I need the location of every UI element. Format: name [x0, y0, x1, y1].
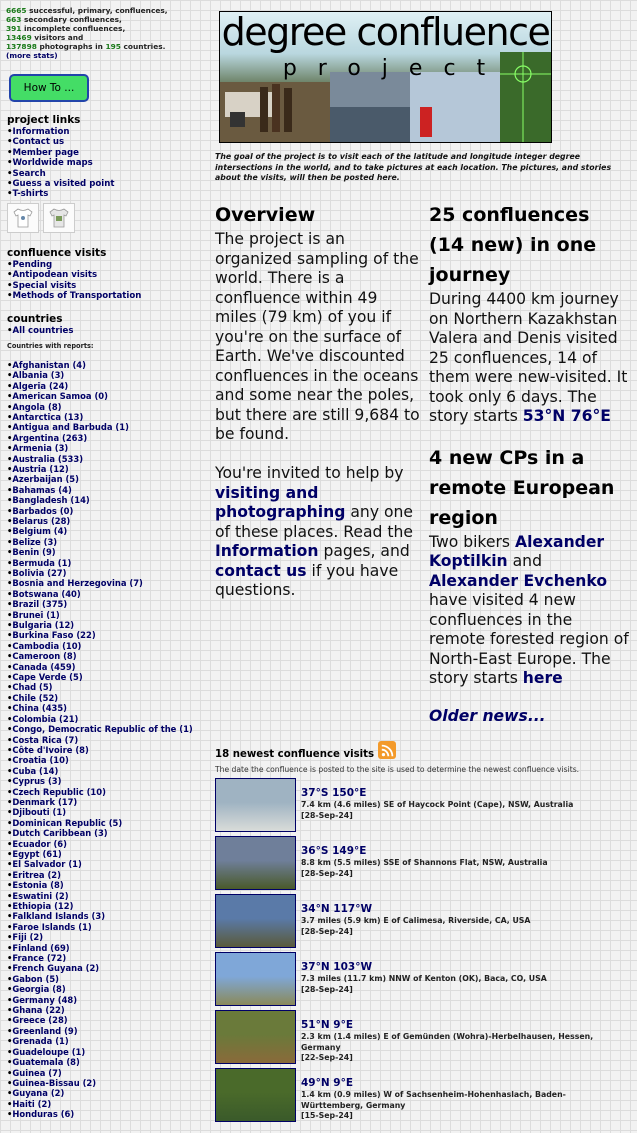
rss-feed-icon[interactable]: [378, 741, 396, 759]
banner-subtitle: project: [282, 56, 507, 81]
country-link-fiji-2[interactable]: • Fiji (2): [7, 932, 206, 942]
confluence-visits-list: [6, 260, 206, 302]
country-link-el-salvador-1[interactable]: • El Salvador (1): [7, 859, 206, 869]
visit-info: [301, 1068, 625, 1126]
overview-section: [215, 200, 420, 601]
country-link-djibouti-1[interactable]: • Djibouti (1): [7, 807, 206, 817]
country-link-costa-rica-7[interactable]: • Costa Rica (7): [7, 735, 206, 745]
country-link-armenia-3[interactable]: • Armenia (3): [7, 443, 206, 453]
country-link-china-435[interactable]: • China (435): [7, 703, 206, 713]
visit-info: [301, 836, 548, 894]
visit-row: [215, 1068, 625, 1126]
country-link-guatemala-8[interactable]: • Guatemala (8): [7, 1057, 206, 1067]
news-heading-2: 4 new CPs in a remote European region: [429, 446, 615, 529]
country-link-azerbaijan-5[interactable]: • Azerbaijan (5): [7, 474, 206, 484]
country-link-algeria-24[interactable]: • Algeria (24): [7, 381, 206, 391]
news-1-text: During 4400 km journey on Northern Kazakhstan Valera and Denis visited 25 confluences, 14 of them were new-visited. It took only 6 days. The story starts: [429, 290, 628, 425]
visit-coordinates-link[interactable]: 34°N 117°W: [301, 903, 373, 915]
country-link-ecuador-6[interactable]: • Ecuador (6): [7, 839, 206, 849]
koptilkin-link[interactable]: Alexander Koptilkin: [429, 532, 605, 570]
project-goal-text: The goal of the project is to visit each of the latitude and longitude integer degree intersections in the world, and to take pictures at each location. The pictures, and stories about the visits, will then be posted here.: [215, 152, 612, 182]
country-link-belarus-28[interactable]: • Belarus (28): [7, 516, 206, 526]
all-countries-link[interactable]: • All countries: [7, 326, 206, 336]
project-links-heading: project links: [7, 114, 81, 126]
country-link-cyprus-3[interactable]: • Cyprus (3): [7, 776, 206, 786]
invite-paragraph: [215, 464, 420, 601]
country-link-guinea-7[interactable]: • Guinea (7): [7, 1068, 206, 1078]
visit-info: [301, 952, 547, 1010]
stat-secondary: 663: [6, 15, 22, 24]
visit-date: [15-Sep-24]: [301, 1111, 353, 1120]
news-paragraph-1: [429, 290, 629, 427]
visit-info: [301, 1010, 625, 1068]
country-link-cameroon-8[interactable]: • Cameroon (8): [7, 651, 206, 661]
invite-text-d: if you have questions.: [215, 561, 399, 599]
news-2-text-a: Two bikers: [429, 532, 511, 551]
visit-list: [215, 778, 625, 1126]
confluence-visits-link-pending[interactable]: • Pending: [7, 260, 206, 270]
visit-date: [28-Sep-24]: [301, 810, 353, 820]
country-link-antarctica-13[interactable]: • Antarctica (13): [7, 412, 206, 422]
country-link-chile-52[interactable]: • Chile (52): [7, 693, 206, 703]
country-link-argentina-263[interactable]: • Argentina (263): [7, 433, 206, 443]
country-link-albania-3[interactable]: • Albania (3): [7, 370, 206, 380]
visit-row: [215, 836, 625, 894]
country-link-benin-9[interactable]: • Benin (9): [7, 547, 206, 557]
project-link-information[interactable]: • Information: [7, 127, 206, 137]
stat-incomplete-label: incomplete confluences,: [24, 24, 126, 33]
stat-countries-label: countries.: [123, 42, 166, 51]
country-link-greenland-9[interactable]: • Greenland (9): [7, 1026, 206, 1036]
more-stats-link[interactable]: (more stats): [6, 51, 58, 60]
visit-location: 2.3 km (1.4 miles) E of Gemünden (Wohra)-Herbelhausen, Hessen, Germany: [301, 1032, 594, 1052]
visit-location: 3.7 miles (5.9 km) E of Calimesa, Riverside, CA, USA: [301, 916, 531, 925]
invite-text-a: You're invited to help by: [215, 464, 404, 482]
countries-heading: countries: [7, 313, 63, 326]
stat-countries: 195: [105, 42, 121, 51]
stat-successful-label: successful, primary, confluences,: [29, 6, 168, 15]
country-link-greece-28[interactable]: • Greece (28): [7, 1015, 206, 1025]
project-link-contact-us[interactable]: • Contact us: [7, 137, 206, 147]
country-link-egypt-61[interactable]: • Egypt (61): [7, 849, 206, 859]
country-link-bangladesh-14[interactable]: • Bangladesh (14): [7, 495, 206, 505]
visit-location: 7.3 miles (11.7 km) NNW of Kenton (OK), Baca, CO, USA: [301, 974, 547, 983]
news-heading-1: 25 confluences (14 new) in one journey: [429, 204, 597, 286]
country-link-france-72[interactable]: • France (72): [7, 953, 206, 963]
country-link-belize-3[interactable]: • Belize (3): [7, 537, 206, 547]
project-link-search[interactable]: • Search: [7, 169, 206, 179]
stat-visitors-label: visitors and: [34, 33, 84, 42]
country-link-guadeloupe-1[interactable]: • Guadeloupe (1): [7, 1047, 206, 1057]
country-link-czech-republic-10[interactable]: • Czech Republic (10): [7, 787, 206, 797]
project-link-member-page[interactable]: • Member page: [7, 148, 206, 158]
country-link-denmark-17[interactable]: • Denmark (17): [7, 797, 206, 807]
country-link-estonia-8[interactable]: • Estonia (8): [7, 880, 206, 890]
stat-visitors: 13469: [6, 33, 32, 42]
country-link-brunei-1[interactable]: • Brunei (1): [7, 610, 206, 620]
country-link-eritrea-2[interactable]: • Eritrea (2): [7, 870, 206, 880]
country-link-afghanistan-4[interactable]: • Afghanistan (4): [7, 360, 206, 370]
country-link-guinea-bissau-2[interactable]: • Guinea-Bissau (2): [7, 1078, 206, 1088]
older-news-link[interactable]: Older news...: [429, 706, 546, 725]
newest-visits-section: [215, 745, 625, 1126]
tshirt-white-icon[interactable]: [7, 203, 39, 233]
country-link-finland-69[interactable]: • Finland (69): [7, 943, 206, 953]
country-link-brazil-375[interactable]: • Brazil (375): [7, 599, 206, 609]
invite-text-b: any one of these places. Read the: [215, 503, 414, 541]
news-2-text-c: have visited 4 new confluences in the remote forested region of North-East Europe. The story starts: [429, 591, 629, 687]
countries-with-reports-label: Countries with reports:: [7, 341, 94, 350]
visit-location: 1.4 km (0.9 miles) W of Sachsenheim-Hohenhaslach, Baden-Württemberg, Germany: [301, 1090, 566, 1110]
visit-thumbnail[interactable]: [215, 836, 296, 890]
visit-thumbnail[interactable]: [215, 894, 296, 948]
news-2-text-b: and: [512, 552, 542, 570]
news-1-story-link[interactable]: 53°N 76°E: [522, 407, 611, 425]
country-link-faroe-islands-1[interactable]: • Faroe Islands (1): [7, 922, 206, 932]
banner-title: degree confluence: [221, 11, 550, 54]
country-link-french-guyana-2[interactable]: • French Guyana (2): [7, 963, 206, 973]
country-link-colombia-21[interactable]: • Colombia (21): [7, 714, 206, 724]
country-link-c-te-d-ivoire-8[interactable]: • Côte d'Ivoire (8): [7, 745, 206, 755]
country-link-canada-459[interactable]: • Canada (459): [7, 662, 206, 672]
newest-visits-heading: 18 newest confluence visits: [215, 748, 375, 760]
country-link-bahamas-4[interactable]: • Bahamas (4): [7, 485, 206, 495]
country-link-cambodia-10[interactable]: • Cambodia (10): [7, 641, 206, 651]
country-link-bosnia-and-herzegovina-7[interactable]: • Bosnia and Herzegovina (7): [7, 578, 206, 588]
visit-coordinates-link[interactable]: 37°N 103°W: [301, 961, 373, 973]
newest-visits-note: The date the confluence is posted to the site is used to determine the newest confluence visits.: [215, 765, 580, 774]
country-link-belgium-4[interactable]: • Belgium (4): [7, 526, 206, 536]
news-2-here-link[interactable]: here: [522, 669, 563, 687]
country-link-ghana-22[interactable]: • Ghana (22): [7, 1005, 206, 1015]
tshirt-grey-icon[interactable]: [43, 203, 75, 233]
country-link-georgia-8[interactable]: • Georgia (8): [7, 984, 206, 994]
contact-us-link[interactable]: contact us: [215, 561, 307, 580]
visit-row: [215, 952, 625, 1010]
visit-info: [301, 778, 573, 836]
visit-date: [22-Sep-24]: [301, 1053, 353, 1062]
country-link-chad-5[interactable]: • Chad (5): [7, 682, 206, 692]
project-links-list: [6, 127, 206, 200]
newest-visits-header: [215, 745, 625, 763]
stat-photos-label: photographs in: [39, 42, 103, 51]
country-link-ethiopia-12[interactable]: • Ethiopia (12): [7, 901, 206, 911]
visit-thumbnail[interactable]: [215, 1068, 296, 1122]
country-link-bulgaria-12[interactable]: • Bulgaria (12): [7, 620, 206, 630]
stat-photos: 137898: [6, 42, 37, 51]
country-link-falkland-islands-3[interactable]: • Falkland Islands (3): [7, 911, 206, 921]
all-countries-list: [6, 326, 206, 336]
evchenko-link[interactable]: Alexander Evchenko: [429, 571, 608, 590]
country-link-haiti-2[interactable]: • Haiti (2): [7, 1099, 206, 1109]
stat-successful: 6665: [6, 6, 27, 15]
how-to-button[interactable]: How To ...: [9, 74, 89, 102]
country-link-cuba-14[interactable]: • Cuba (14): [7, 766, 206, 776]
news-paragraph-2: [429, 533, 629, 689]
country-link-australia-533[interactable]: • Australia (533): [7, 454, 206, 464]
country-link-germany-48[interactable]: • Germany (48): [7, 995, 206, 1005]
country-link-botswana-40[interactable]: • Botswana (40): [7, 589, 206, 599]
country-link-american-samoa-0[interactable]: • American Samoa (0): [7, 391, 206, 401]
country-link-congo-democratic-republic-of-the-1[interactable]: • Congo, Democratic Republic of the (1): [7, 724, 206, 734]
visit-row: [215, 894, 625, 952]
country-link-guyana-2[interactable]: • Guyana (2): [7, 1088, 206, 1098]
country-link-bolivia-27[interactable]: • Bolivia (27): [7, 568, 206, 578]
visit-date: [28-Sep-24]: [301, 926, 353, 936]
visit-coordinates-link[interactable]: 51°N 9°E: [301, 1019, 354, 1031]
project-link-t-shirts[interactable]: • T-shirts: [7, 189, 206, 199]
confluence-visits-link-antipodean-visits[interactable]: • Antipodean visits: [7, 270, 206, 280]
visit-location: 8.8 km (5.5 miles) SSE of Shannons Flat, NSW, Australia: [301, 858, 548, 867]
country-link-barbados-0[interactable]: • Barbados (0): [7, 506, 206, 516]
country-link-bermuda-1[interactable]: • Bermuda (1): [7, 558, 206, 568]
visit-thumbnail[interactable]: [215, 1010, 296, 1064]
visit-date: [28-Sep-24]: [301, 984, 353, 994]
country-link-angola-8[interactable]: • Angola (8): [7, 402, 206, 412]
visit-coordinates-link[interactable]: 36°S 149°E: [301, 845, 367, 857]
visit-coordinates-link[interactable]: 49°N 9°E: [301, 1077, 354, 1089]
country-link-eswatini-2[interactable]: • Eswatini (2): [7, 891, 206, 901]
country-link-grenada-1[interactable]: • Grenada (1): [7, 1036, 206, 1046]
overview-heading: Overview: [215, 204, 316, 226]
visit-row: [215, 1010, 625, 1068]
project-link-worldwide-maps[interactable]: • Worldwide maps: [7, 158, 206, 168]
visit-date: [28-Sep-24]: [301, 868, 353, 878]
country-link-dominican-republic-5[interactable]: • Dominican Republic (5): [7, 818, 206, 828]
country-link-gabon-5[interactable]: • Gabon (5): [7, 974, 206, 984]
sidebar: [6, 6, 206, 1120]
country-link-burkina-faso-22[interactable]: • Burkina Faso (22): [7, 630, 206, 640]
country-list: [6, 360, 206, 1120]
visit-thumbnail[interactable]: [215, 952, 296, 1006]
country-link-honduras-6[interactable]: • Honduras (6): [7, 1109, 206, 1119]
country-link-croatia-10[interactable]: • Croatia (10): [7, 755, 206, 765]
stat-incomplete: 391: [6, 24, 22, 33]
visit-thumbnail[interactable]: [215, 778, 296, 832]
visit-location: 7.4 km (4.6 miles) SE of Haycock Point (Cape), NSW, Australia: [301, 800, 574, 809]
country-link-dutch-caribbean-3[interactable]: • Dutch Caribbean (3): [7, 828, 206, 838]
stats-summary: [6, 6, 206, 60]
invite-text-c: pages, and: [323, 542, 410, 560]
confluence-visits-link-special-visits[interactable]: • Special visits: [7, 281, 206, 291]
visiting-photographing-link[interactable]: visiting and photographing: [215, 483, 346, 521]
country-link-antigua-and-barbuda-1[interactable]: • Antigua and Barbuda (1): [7, 422, 206, 432]
project-link-guess-a-visited-point[interactable]: • Guess a visited point: [7, 179, 206, 189]
visit-coordinates-link[interactable]: 37°S 150°E: [301, 787, 367, 799]
confluence-visits-heading: confluence visits: [7, 246, 107, 259]
country-link-cape-verde-5[interactable]: • Cape Verde (5): [7, 672, 206, 682]
visit-row: [215, 778, 625, 836]
overview-paragraph: The project is an organized sampling of the world. There is a confluence within 49 miles (79 km) of you if you're on the surface of Earth. We've discounted confluences in the oceans and some near the poles, but there are still 9,684 to be found.: [215, 230, 420, 443]
header-banner[interactable]: [219, 11, 552, 143]
information-link[interactable]: Information: [215, 542, 319, 560]
news-section: [429, 200, 629, 725]
confluence-visits-link-methods-of-transportation[interactable]: • Methods of Transportation: [7, 291, 206, 301]
country-link-austria-12[interactable]: • Austria (12): [7, 464, 206, 474]
tshirt-images: [7, 203, 206, 233]
stat-secondary-label: secondary confluences,: [24, 15, 122, 24]
visit-info: [301, 894, 530, 952]
